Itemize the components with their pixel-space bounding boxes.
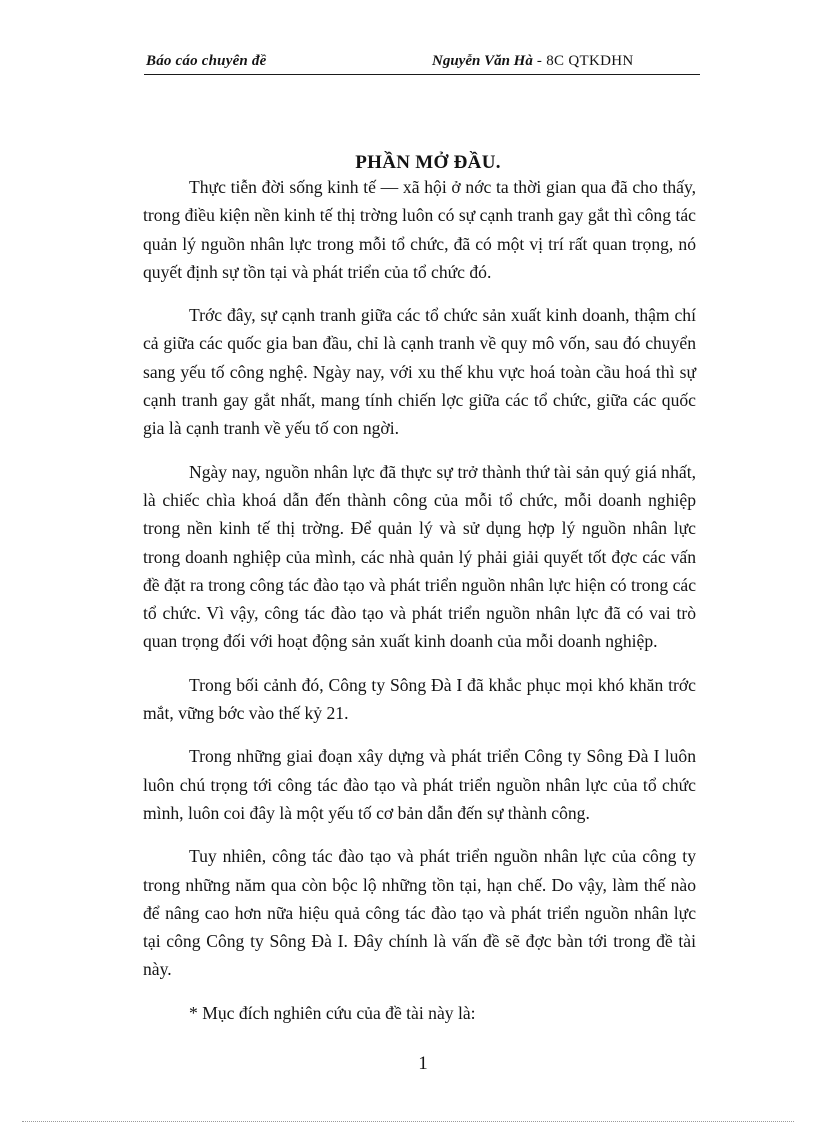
page-number [0, 1053, 816, 1075]
section-title [0, 152, 816, 174]
header-report-type: Báo cáo chuyên đề [146, 53, 267, 69]
section-title-text: PHẦN MỞ ĐẦU. [355, 152, 501, 173]
paragraph: * Mục đích nghiên cứu của đề tài này là: [189, 1002, 476, 1023]
page-bottom-dotted-divider [22, 1121, 794, 1122]
body-text [143, 173, 696, 1027]
header-class-code: - 8C QTKDHN [532, 53, 634, 69]
paragraph: Trong bối cảnh đó, Công ty Sông Đà I đã khắc phục mọi khó khăn trớc mắt, vững bớc vào thế kỷ 21. [143, 674, 696, 724]
paragraph: Thực tiễn đời sống kinh tế — xã hội ở nớc ta thời gian qua đã cho thấy, trong điều kiện nền kinh tế thị trờng luôn có sự cạnh tranh gay gắt thì công tác quản lý nguồn nhân lực trong mỗi tổ chức, đã có một vị trí rất quan trọng, nó quyết định sự tồn tại và phát triển của tổ chức đó. [143, 177, 696, 282]
paragraph: Trong những giai đoạn xây dựng và phát triển Công ty Sông Đà I luôn luôn chú trọng tới công tác đào tạo và phát triển nguồn nhân lực của tổ chức mình, luôn coi đây là một yếu tố cơ bản dẫn đến sự thành công. [143, 746, 696, 823]
page-number-text: 1 [418, 1053, 428, 1074]
header-author-line [432, 53, 634, 70]
header-author: Nguyễn Văn Hà [432, 53, 533, 69]
paragraph: Tuy nhiên, công tác đào tạo và phát triển nguồn nhân lực của công ty trong những năm qua còn bộc lộ những tồn tại, hạn chế. Do vậy, làm thế nào để nâng cao hơn nữa hiệu quả công tác đào tạo và phát triển nguồn nhân lực tại công Công ty Sông Đà I. Đây chính là vấn đề sẽ đợc bàn tới trong đề tài này. [143, 846, 696, 980]
paragraph: Trớc đây, sự cạnh tranh giữa các tổ chức sản xuất kinh doanh, thậm chí cả giữa các quốc gia ban đầu, chỉ là cạnh tranh về quy mô vốn, sau đó chuyển sang yếu tố công nghệ. Ngày nay, với xu thế khu vực hoá toàn cầu hoá thì sự cạnh tranh gay gắt nhất, mang tính chiến lợc giữa các tổ chức, giữa các quốc gia là cạnh tranh về yếu tố con ngời. [143, 305, 696, 439]
paragraph: Ngày nay, nguồn nhân lực đã thực sự trở thành thứ tài sản quý giá nhất, là chiếc chìa khoá dẫn đến thành công của mỗi tổ chức, mỗi doanh nghiệp trong nền kinh tế thị trờng. Để quản lý và sử dụng hợp lý nguồn nhân lực trong doanh nghiệp của mình, các nhà quản lý phải giải quyết tốt đợc các vấn đề đặt ra trong công tác đào tạo và phát triển nguồn nhân lực hiện có trong các tổ chức. Vì vậy, công tác đào tạo và phát triển nguồn nhân lực đã có vai trò quan trọng đối với hoạt động sản xuất kinh doanh của mỗi doanh nghiệp. [143, 461, 696, 652]
page-header [144, 52, 700, 75]
